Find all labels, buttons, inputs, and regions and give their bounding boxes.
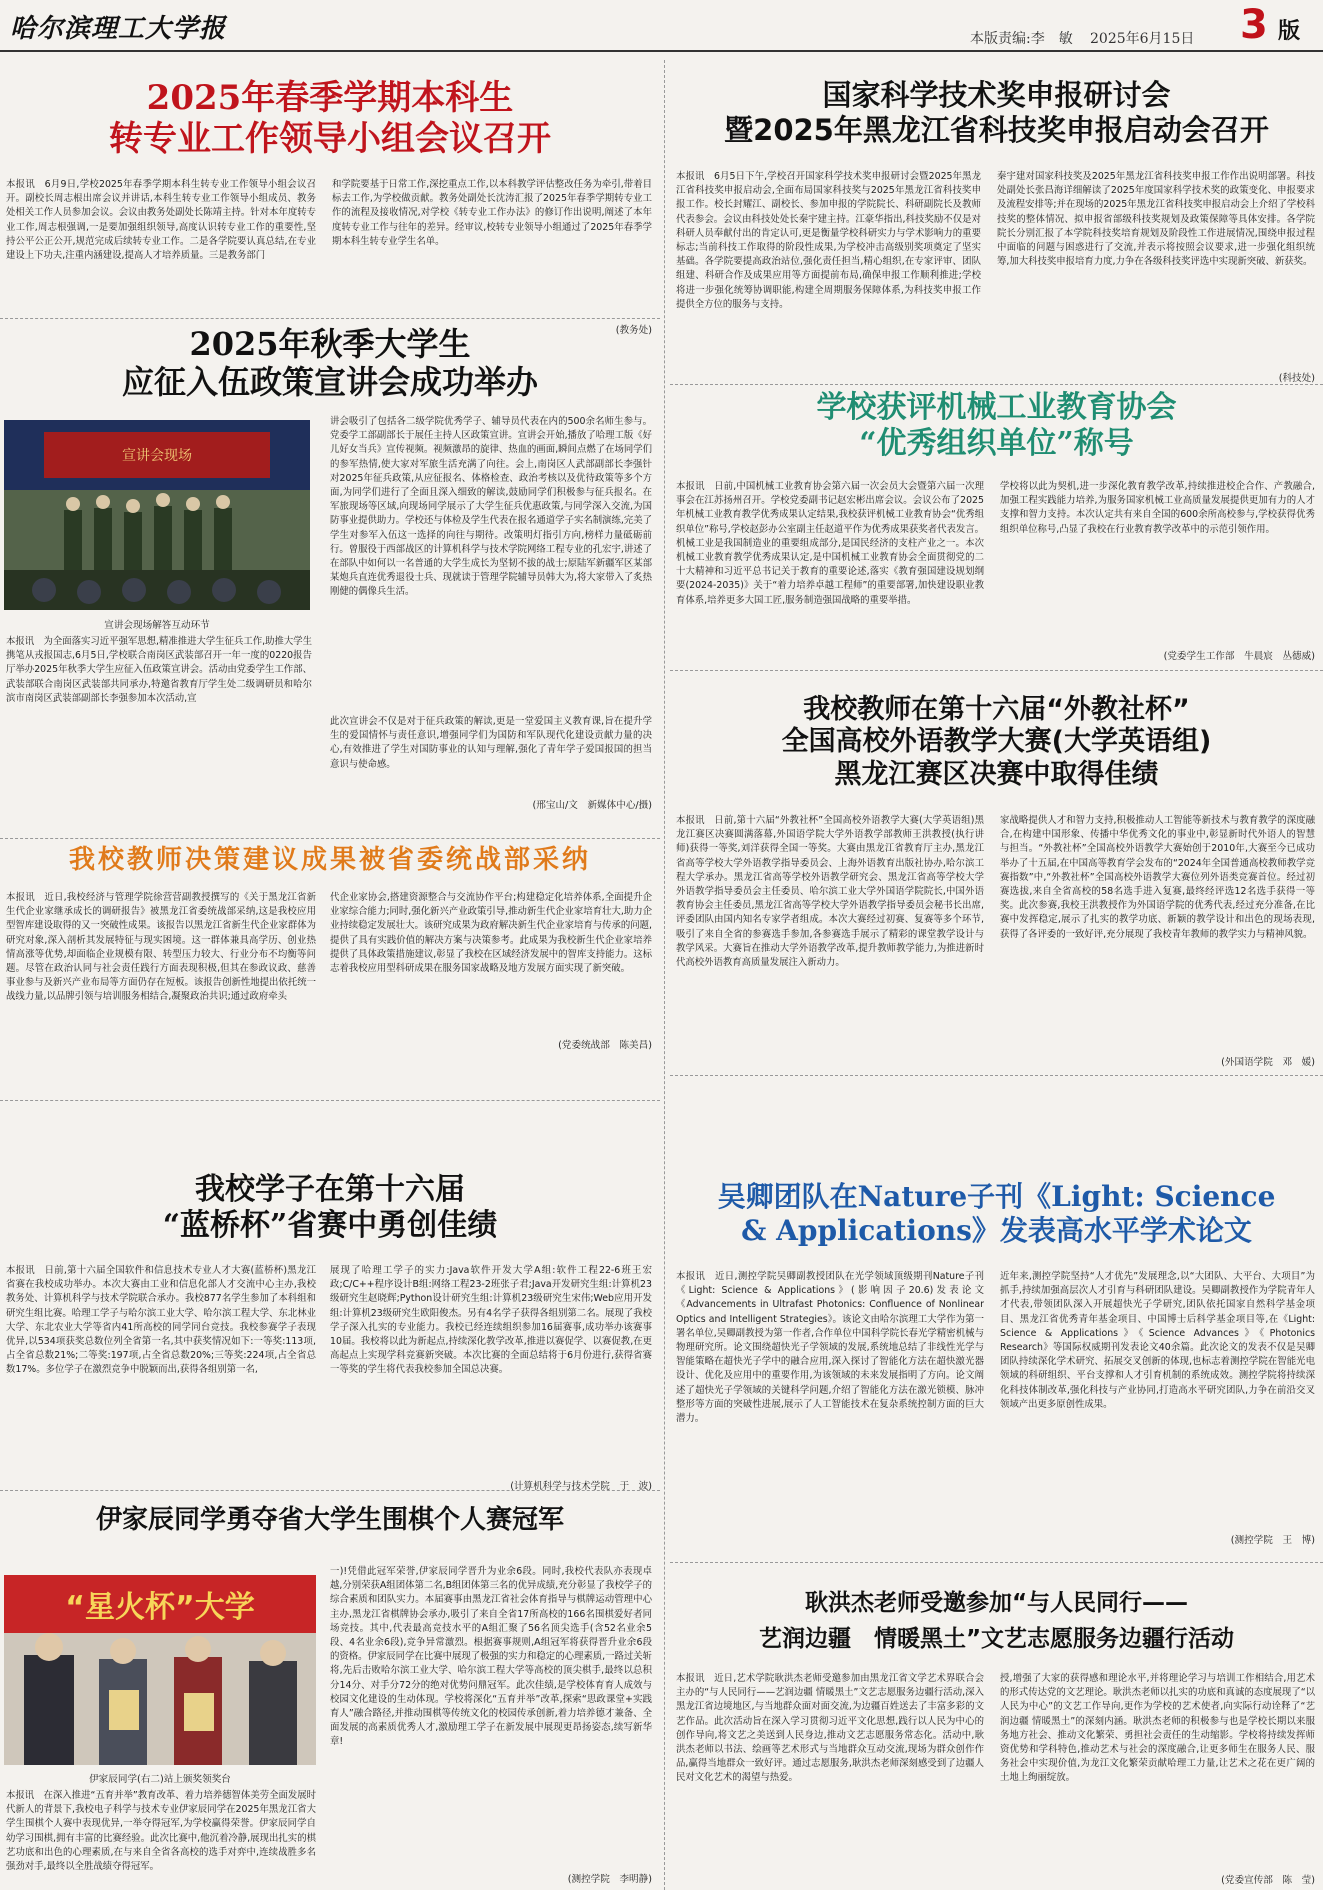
article-body-col3: 此次宣讲会不仅是对于征兵政策的解读,更是一堂爱国主义教育课,旨在提升学生的爱国情怀与责任意识,增强同学们为国防和军队现代化建设贡献力量的决心,有效推进了学生对国防事业的认知与理解,强化了青年学子爱国报国的担当意识与使命感。 <box>330 716 652 770</box>
article-title: 2025年春季学期本科生 转专业工作领导小组会议召开 <box>109 78 551 159</box>
column-divider <box>664 60 665 1890</box>
paper-name: 哈尔滨理工大学报 <box>10 14 227 44</box>
article-go-champion <box>0 1505 660 1890</box>
article-transfer-major <box>0 60 660 360</box>
article-title: 学校获评机械工业教育协会 “优秀组织单位”称号 <box>816 390 1177 461</box>
article-body-col2: 近年来,测控学院坚持“人才优先”发展理念,以“大团队、大平台、大项目”为抓手,持续加强高层次人才引育与科研团队建设。吴卿副教授作为学院青年人才代表,带领团队深入开展超快光子学研究,团队依托国家自然科学基金项目、黑龙江省优秀青年基金项目、中国博士后科学基金项目等,在《Light: Science & Applications》《Science Advances》《Photonics Research》等国际权威期刊发表论文40余篇。此次论文的发表不仅是吴卿团队持续深化学术研究、拓展交叉创新的体现,也标志着测控学院在智能光电领域的科研组织、平台支撑和人才引育机制的系统成效。测控学院将持续深化科技体制改革,强化科技与产业协同,打造高水平研究团队,力争在前沿交叉领域产出更多原创性成果。 <box>1000 1271 1315 1410</box>
section-divider <box>0 1490 660 1491</box>
article-title: 2025年秋季大学生 应征入伍政策宣讲会成功举办 <box>121 325 538 402</box>
article-body-col2: 代企业家协会,搭建资源整合与交流协作平台;构建稳定化培养体系,全面提升企业家综合能力;同时,强化新兴产业政策引导,推动新生代企业家培育壮大,助力企业持续稳定发展壮大。该研究成果为政府解决新生代企业家培育与传承的问题,提供了具有实践价值的解决方案与决策参考。此成果为我校新生代企业家培养提供了具体政策措施建议,彰显了我校在区域经济发展中的智库支持能力。这标志着我校应用型科研成果在服务国家战略及地方发展方面实现了新突破。 <box>330 892 652 975</box>
page-unit: 版 <box>1278 18 1301 44</box>
section-divider <box>670 670 1323 671</box>
article-body-col1: 本报讯 在深入推进“五育并举”教育改革、着力培养德智体美劳全面发展时代新人的背景下,我校电子科学与技术专业伊家辰同学在2025年黑龙江省大学生围棋个人赛中表现优异,一举夺得冠军,为学校赢得荣誉。伊家辰同学自幼学习围棋,拥有丰富的比赛经验。此次比赛中,他沉着冷静,展现出扎实的棋艺功底和出色的心理素质,在与来自全省各高校的选手对弈中,连续战胜多名强劲对手,最终以全胜战绩夺得冠军。 <box>6 1790 316 1873</box>
article-body-col2: 家战略提供人才和智力支持,积极推动人工智能等新技术与教育教学的深度融合,在构建中国形象、传播中华优秀文化的事业中,彰显新时代外语人的智慧与担当。“外教社杯”全国高校外语教学大赛始创于2010年,大赛至今已成功举办了十五届,在中国高等教育学会发布的“2024年全国普通高校教师教学竞赛指数”中,“外教社杯”全国高校外语教学大赛位列外语类竞赛首位。经过初赛选拔,来自全省高校的58名选手进入复赛,最终经评选12名选手获得一等奖。此次参赛,我校王洪教授作为外国语学院的优秀代表,经过充分准备,在比赛中发挥稳定,展示了扎实的教学功底、新颖的教学设计和出色的现场表现,获得了各评委的一致好评,充分展现了我校青年教师的教学实力与精神风貌。 <box>1000 815 1315 940</box>
photo-banner-text: “星火杯”大学 <box>65 1590 255 1625</box>
section-divider <box>670 1075 1323 1076</box>
article-body-col1: 本报讯 日前,中国机械工业教育协会第六届一次会员大会暨第六届一次理事会在江苏扬州召开。学校党委副书记赵宏彬出席会议。会议公布了2025年机械工业教育教学优秀成果认定结果,我校获评机械工业教育协会“优秀组织单位”称号,学校赵彭办公室副主任赵道平作为优秀成果获奖者代表发言。机械工业是我国制造业的重要组成部分,是国民经济的支柱产业之一。本次机械工业教育教学优秀成果认定,是中国机械工业教育协会全面贯彻党的二十大精神和习近平总书记关于教育的重要论述,落实《教育强国建设规划纲要(2024-2035)》关于“着力培养卓越工程师”的重要部署,加快建设职业教育体系,培养更多大国工匠,服务制造强国战略的重要举措。 <box>676 481 984 606</box>
article-body-col2: 秦宇建对国家科技奖及2025年黑龙江省科技奖申报工作作出说明部署。科技处副处长张昌海详细解读了2025年度国家科学技术奖的政策变化、申报要求及流程安排等;并在现场的2025年黑龙江省科技奖申报启动会上介绍了学校科技奖的整体情况、拟申报省部级科技奖规划及政策保障等具体安排。各学院院长分别汇报了本学院科技奖培育规划及阶段性工作进展情况,围绕申报过程中面临的问题与困惑进行了交流,并表示将按照会议要求,进一步强化组织统筹,加大科技奖申报培育力度,力争在各级科技奖评选中实现新突破、新获奖。 <box>997 171 1315 268</box>
article-byline: (外国语学院 邓 媛) <box>1221 1057 1315 1068</box>
article-lanqiao-cup <box>0 1172 660 1517</box>
article-art-volunteer <box>670 1570 1323 1890</box>
article-body-col2: 学校将以此为契机,进一步深化教育教学改革,持续推进校企合作、产教融合,加强工程实践能力培养,为服务国家机械工业高质量发展提供更加有力的人才支撑和智力支持。本次认定共有来自全国的600余所高校参与,学校获得优秀组织单位称号,凸显了我校在行业教育教学改革中的示范引领作用。 <box>1000 481 1315 535</box>
article-body-col2: 一)!凭借此冠军荣誉,伊家辰同学晋升为业余6段。同时,我校代表队亦表现卓越,分别荣获A组团体第二名,B组团体第三名的优异成绩,充分彰显了我校学子的综合素质和团队实力。本届赛事由黑龙江省社会体育指导与棋牌运动管理中心主办,黑龙江省棋牌协会承办,吸引了来自全省17所高校的166名围棋爱好者同场竞技。其中,代表最高竞技水平的A组汇聚了56名顶尖选手(含52名业余5段、4名业余6段),竞争异常激烈。根据赛事规则,A组冠军将获得晋升业余6段的资格。伊家辰同学在比赛中展现了极强的实力和稳定的心理素质,一路过关斩将,先后击败哈尔滨工业大学、哈尔滨工程大学等高校的顶尖棋手,最终以总积分14分、对手分72分的绝对优势问鼎冠军。此次佳绩,是学校体育育人成效与校园文化建设的生动体现。学校将深化“五育并举”改革,探索“思政课堂+实践育人”融合路径,并推动围棋等传统文化的校园传承创新,着力培养德才兼备、全面发展的高素质优秀人才,激励理工学子在新发展中展现更昂扬姿态,续写新华章! <box>330 1566 652 1748</box>
article-policy-advice <box>0 845 660 1110</box>
article-body-col1: 本报讯 6月9日,学校2025年春季学期本科生转专业工作领导小组会议召开。副校长周志根出席会议并讲话,本科生转专业工作领导小组成员、教务处相关工作人员参加会议。会议由教务处副处长陈靖主持。针对本年度转专业工作,周志根强调,一是要加强组织领导,高度认识转专业工作的重要性,坚持公平公正公开,规范完成后续转专业工作。二是各学院要认真总结,在专业建设上下功夫,注重内涵建设,提高人才培养质量。三是教务部门 <box>6 179 316 262</box>
article-body-col1: 本报讯 6月5日下午,学校召开国家科学技术奖申报研讨会暨2025年黑龙江省科技奖申报启动会,全面布局国家科技奖与2025年黑龙江省科技奖申报工作。校长封耀江、副校长、参加申报的学院院长、科研副院长及教师代表参会。会议由科技处处长秦宇建主持。江豪华指出,科技奖励不仅是对科研人员奉献付出的肯定认可,更是衡量学校科研实力与学术影响力的重要标志;当前科技工作取得的阶段性成果,为学校冲击高级别奖项奠定了坚实基础。各学院要提高政治站位,强化责任担当,精心组织,在专家评审、团队组建、科研合作及成果应用等方面提前布局,确保申报工作顺利推进;学校将进一步强化统筹协调职能,构建全周期服务保障体系,为科技奖申报工作提供全方位的服务与支持。 <box>676 171 981 310</box>
article-byline: (测控学院 李明静) <box>567 1874 652 1885</box>
article-body-col1: 本报讯 近日,测控学院吴卿副教授团队在光学领域顶级期刊Nature子刊《Light: Science & Applications》(影响因子20.6)发表论文《Advancements in Ultrafast Photonics: Confluence of Nonlinear Optics and Intelligent Strategies》。该论文由哈尔滨理工大学作为第一署名单位,吴卿副教授为第一作者,合作单位中国科学院长春光学精密机械与物理研究所。论文围绕超快光子学领域的发展,系统地总结了非线性光学与智能策略在超快光子学中的融合应用,深入探讨了智能化方法在超快激光器设计、优化及应用中的重要作用,为该领域的未来发展指明了方向。论文阐述了超快光子学领域的关键科学问题,介绍了智能化方法在激光锁模、脉冲整形等方面的突破性进展,展示了人工智能技术在复杂系统控制方面的巨大潜力。 <box>676 1271 984 1425</box>
article-body-col2: 讲会吸引了包括各二级学院优秀学子、辅导员代表在内的500余名师生参与。党委学工部副部长于展任主持人区政策宣讲。宣讲会开始,播放了哈理工版《好儿好女当兵》宣传视频。视频激昂的旋律、热血的画面,瞬间点燃了在场同学们的参军热情,使大家对军旅生活充满了向往。会上,南岗区人武部副部长李强针对2025年征兵政策,从应征报名、体格检查、政治考核以及优待政策等多个方面,为同学们进行了全面且深入细致的解读,鼓励同学们积极参与征兵报名。在军旅现场等区域,向现场同学展示了大学生征兵优惠政策,与同学深入交流,为国防事业提供助力。学校还与体检及学生代表在报名通道学子实名制演练,完美了学生对参军入伍这一选择的向往与期待。改策明灯指引方向,榜样力量砥砺前行。曾服役于西部战区的计算机科学与技术学院网络工程专业的孔宏宇,讲述了在部队中如何以一名普通的大学生成长为坚韧不拔的战士;原陆军新疆军区某部某炮兵直连优秀退役士兵、现就读于管理学院辅导员韩大为,将大家带入了炙热刚健的偶像兵生活。 <box>330 416 652 598</box>
article-byline: (教务处) <box>615 325 652 336</box>
page-number: 3 <box>1240 2 1268 48</box>
article-byline: (计算机科学与技术学院 于 波) <box>510 1481 652 1492</box>
go-champion-photo <box>4 1575 316 1765</box>
article-byline: (科技处) <box>1278 373 1315 384</box>
article-byline: (党委统战部 陈美昌) <box>558 1040 652 1051</box>
article-title: 我校学子在第十六届 “蓝桥杯”省赛中勇创佳绩 <box>162 1172 498 1243</box>
article-science-award <box>670 60 1323 384</box>
section-divider <box>0 1100 660 1101</box>
article-byline: (邢宝山/文 新媒体中心/摄) <box>532 800 652 811</box>
page-editor: 本版责编:李 敏 <box>970 31 1073 47</box>
photo-banner-text: 宣讲会现场 <box>122 448 192 464</box>
article-body-col2: 授,增强了大家的获得感和理论水平,并将理论学习与培训工作相结合,用艺术的形式传达党的文艺理论。耿洪杰老师以扎实的功底和真诚的态度展现了“以人民为中心”的文艺工作导向,更作为学校的艺术使者,向实际行动诠释了“艺润边疆 情暖黑土”的深刻内涵。耿洪杰老师的积极参与也是学校长期以来服务地方社会、推动文化繁荣、勇担社会责任的生动缩影。学校将持续发挥师资优势和学科特色,推动艺术与社会的深度融合,让更多师生在服务人民、服务社会中实现价值,为龙江文化繁荣贡献哈理工力量,让艺术之花在更广阔的土地上绚丽绽放。 <box>1000 1673 1315 1784</box>
article-title: 吴卿团队在Nature子刊《Light: Science & Applications》发表高水平学术论文 <box>717 1180 1276 1247</box>
article-byline: (测控学院 王 博) <box>1230 1535 1315 1546</box>
section-divider <box>670 1562 1323 1563</box>
article-body-col1: 本报讯 为全面落实习近平强军思想,精准推进大学生征兵工作,助推大学生携笔从戎报国志,6月5日,学校联合南岗区武装部召开一年一度的0220报告厅举办2025年秋季大学生应征入伍政策宣讲会。活动由党委学生工作部、武装部联合南岗区武装部共同承办,特邀省教育厅学生处二级调研员和哈尔滨市南岗区武装部副部长李强参加本次活动,宣 <box>6 636 312 704</box>
article-title: 国家科学技术奖申报研讨会 暨2025年黑龙江省科技奖申报启动会召开 <box>724 78 1269 147</box>
article-body-col1: 本报讯 日前,第十六届“外教社杯”全国高校外语教学大赛(大学英语组)黑龙江赛区决赛圆满落幕,外国语学院大学外语教学部教师王洪教授(执行讲师)获得一等奖,刘洋获得全国一等奖。大赛由黑龙江省教育厅主办,黑龙江省高等学校大学外语教学指导委员会、上海外语教育出版社协办,哈尔滨工程大学承办。黑龙江省高等学校外语教学研究会、黑龙江省高等学校大学外语教学指导委员会主任委员、哈尔滨工业大学外国语学院院长,中国外语教育协会主任委员,黑龙江省高等学校大学外语教学指导委员会秘书长出席,评委团队由国内知名专家学者组成。本次大赛经过初赛、复赛等多个环节,吸引了来自全省的参赛选手参加,各参赛选手展示了精彩的课堂教学设计与教学风采。大赛旨在推动大学外语教学改革,提升教师教学能力,为推进新时代高校外语教育高质量发展注入新动力。 <box>676 815 984 969</box>
article-title: 我校教师决策建议成果被省委统战部采纳 <box>68 845 591 875</box>
recruitment-photo <box>4 420 310 610</box>
article-title: 耿洪杰老师受邀参加“与人民同行—— 艺润边疆 情暖黑土”文艺志愿服务边疆行活动 <box>758 1590 1235 1652</box>
article-body-col1: 本报讯 近日,我校经济与管理学院徐营营副教授撰写的《关于黑龙江省新生代企业家继承成长的调研报告》被黑龙江省委统战部采纳,这是我校应用型智库建设取得的又一突破性成果。该报告以黑龙江省新生代企业家群体为研究对象,深入剖析其发展特征与现实困境。这一群体兼具高学历、创业热情高涨等优势,却面临企业规模有限、转型压力较大、行业分布不均衡等问题。尽管在政治认同与社会责任践行方面表现积极,但其在参政议政、慈善事业参与及新兴产业布局等方面仍存在短板。该报告创新性地提出依托统一战线力量,以品牌引领与培训服务相结合,凝聚政治共识;通过政府牵头 <box>6 892 316 1003</box>
photo-caption: 伊家辰同学(右二)站上颁奖领奖台 <box>89 1774 231 1785</box>
issue-date: 2025年6月15日 <box>1090 31 1195 47</box>
article-body-col1: 本报讯 日前,第十六届全国软件和信息技术专业人才大赛(蓝桥杯)黑龙江省赛在我校成功举办。本次大赛由工业和信息化部人才交流中心主办,我校教务处、计算机科学与技术学院联合承办。我校877名学生参加了本科组和研究生组比赛。哈理工学子与哈尔滨工业大学、哈尔滨工程大学、东北林业大学、东北农业大学等省内41所高校的同学同台竞技。我校参赛学子表现优异,以534项获奖总数位列全省第一名,其中获奖情况如下:一等奖:113项,占全省总数21%;二等奖:197项,占全省总数20%;三等奖:224项,占全省总数17%。多位学子在激烈竞争中脱颖而出,获得各组别第一名, <box>6 1265 316 1376</box>
article-body-col2: 展现了哈理工学子的实力:Java软件开发大学A组:软件工程22-6班王宏政;C/C++程序设计B组:网络工程23-2班张子君;Java开发研究生组:计算机23级研究生赵晓辉;Python设计研究生组:计算机23级研究生宋伟;Web应用开发组:计算机23级研究生欧阳俊杰。另有4名学子获得各组别第二名。展现了我校学子深入扎实的专业能力。我校已经连续组织参加16届赛事,成功举办该赛事10届。我校将以此为新起点,持续深化教学改革,推进以赛促学、以赛促教,在更高起点上实现学科竞赛新突破。本次比赛的全面总结将于6月份进行,获得省赛一等奖的学生将代表我校参加全国总决赛。 <box>330 1265 652 1376</box>
article-title: 伊家辰同学勇夺省大学生围棋个人赛冠军 <box>95 1505 564 1535</box>
section-divider <box>670 384 1323 385</box>
article-title: 我校教师在第十六届“外教社杯” 全国高校外语教学大赛(大学英语组) 黑龙江赛区决赛中取得佳绩 <box>781 694 1212 790</box>
photo-caption: 宣讲会现场解答互动环节 <box>104 620 210 631</box>
article-recruitment <box>0 325 660 865</box>
article-byline: (党委学生工作部 牛晨宸 丛德威) <box>1163 651 1315 662</box>
article-body-col1: 本报讯 近日,艺术学院耿洪杰老师受邀参加由黑龙江省文学艺术界联合会主办的“与人民同行——艺润边疆 情暖黑土”文艺志愿服务边疆行活动,深入黑龙江省边境地区,与当地群众面对面交流,为边疆百姓送去了丰富多彩的文艺作品。此次活动旨在深入学习贯彻习近平文化思想,践行以人民为中心的创作导向,将文艺之美送到人民身边,推动文艺志愿服务常态化。活动中,耿洪杰老师以书法、绘画等艺术形式与当地群众互动交流,现场为群众创作作品,赢得当地群众一致好评。通过志愿服务,耿洪杰老师深刻感受到了边疆人民对文化艺术的渴望与热爱。 <box>676 1673 984 1784</box>
article-body-col2: 和学院要基于日常工作,深挖重点工作,以本科教学评估整改任务为牵引,带着目标去工作,为学校做贡献。教务处副处长沈涛汇报了2025年春季学期转专业工作的流程及接收情况,对学校《转专业工作办法》的修订作出说明,阐述了本年度转专业工作与往年的差异。经审议,校转专业领导小组通过了2025年春季学期本科生转专业学生名单。 <box>332 179 652 247</box>
masthead <box>0 0 1323 52</box>
section-divider <box>0 318 660 319</box>
section-divider <box>0 838 660 839</box>
article-byline: (党委宣传部 陈 莹) <box>1221 1875 1315 1886</box>
article-teaching-contest <box>670 676 1323 1096</box>
article-nature-paper <box>670 1180 1323 1575</box>
